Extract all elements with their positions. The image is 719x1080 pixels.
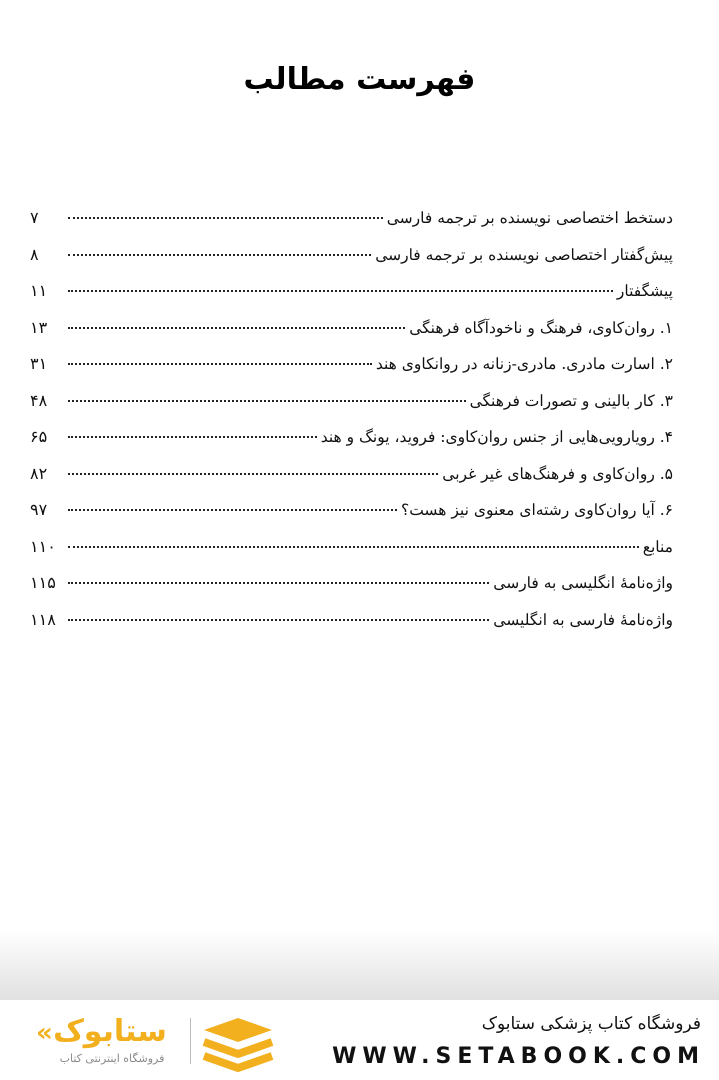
toc-entry-page: ۴۸ xyxy=(30,390,48,410)
toc-entry-title: ۳. کار بالینی و تصورات فرهنگی xyxy=(469,391,673,410)
toc-entry-page: ۹۷ xyxy=(30,500,48,519)
toc-entry-title: ۲. اسارت مادری. مادری-زنانه در روانکاوی هند xyxy=(375,355,673,373)
dot-leader xyxy=(68,436,317,438)
toc-entry-title: واژه‌نامهٔ انگلیسی به فارسی xyxy=(493,574,673,592)
toc-entry[interactable] xyxy=(30,237,673,274)
toc-entry-page: ۸ xyxy=(30,244,39,264)
toc-entry-title: پیش‌گفتار اختصاصی نویسنده بر ترجمه فارسی xyxy=(375,245,673,264)
page-title: فهرست مطالب xyxy=(243,62,476,98)
double-chevron-icon: « xyxy=(36,1018,53,1048)
toc-entry-title: پیشگفتار xyxy=(616,282,673,300)
toc-entry-page: ۱۳ xyxy=(30,317,48,337)
toc-entry[interactable] xyxy=(30,565,673,602)
toc-entry[interactable] xyxy=(30,419,673,456)
toc-entry[interactable] xyxy=(30,456,673,493)
toc-entry-title: ۴. رویارویی‌هایی از جنس روان‌کاوی: فروید، یونگ و هند xyxy=(320,428,673,446)
toc-entry[interactable] xyxy=(30,200,673,237)
logo-divider xyxy=(190,1018,191,1064)
toc-entry-page: ۳۱ xyxy=(30,354,48,373)
logo-wordmark: ستابوک xyxy=(53,1014,167,1049)
toc-entry-page: ۱۱۸ xyxy=(30,609,56,629)
toc-entry-page: ۶۵ xyxy=(30,427,48,446)
dot-leader xyxy=(68,473,438,475)
toc-entry-title: دستخط اختصاصی نویسنده بر ترجمه فارسی xyxy=(386,209,673,227)
page-bottom-shadow xyxy=(0,930,719,1000)
table-of-contents xyxy=(30,200,673,638)
store-name: فروشگاه کتاب پزشکی ستابوک xyxy=(481,1014,701,1034)
toc-entry[interactable] xyxy=(30,346,673,383)
toc-entry-page: ۱۱ xyxy=(30,281,48,300)
dot-leader xyxy=(68,254,371,256)
toc-entry-title: ۱. روان‌کاوی، فرهنگ و ناخودآگاه فرهنگی xyxy=(409,318,673,337)
toc-entry[interactable] xyxy=(30,273,673,310)
dot-leader xyxy=(68,582,489,584)
toc-entry-page: ۷ xyxy=(30,208,39,227)
toc-entry-title: منابع xyxy=(642,537,673,556)
toc-entry[interactable] xyxy=(30,310,673,347)
store-footer xyxy=(0,1000,719,1080)
toc-entry[interactable] xyxy=(30,529,673,566)
dot-leader xyxy=(68,546,639,548)
dot-leader xyxy=(68,327,405,329)
toc-entry[interactable] xyxy=(30,383,673,420)
dot-leader xyxy=(68,363,372,365)
dot-leader xyxy=(68,400,466,402)
toc-entry-title: ۵. روان‌کاوی و فرهنگ‌های غیر غربی xyxy=(442,464,673,483)
logo-subtitle: فروشگاه اینترنتی کتاب xyxy=(59,1052,165,1065)
dot-leader xyxy=(68,290,613,292)
toc-entry-page: ۱۱۰ xyxy=(30,536,56,556)
toc-entry-title: ۶. آیا روان‌کاوی رشته‌ای معنوی نیز هست؟ xyxy=(400,501,673,519)
stacked-books-icon xyxy=(200,1016,276,1072)
toc-entry[interactable] xyxy=(30,602,673,639)
dot-leader xyxy=(68,509,397,511)
toc-entry-page: ۸۲ xyxy=(30,463,48,483)
dot-leader xyxy=(68,217,383,219)
toc-entry[interactable] xyxy=(30,492,673,529)
toc-entry-title: واژه‌نامهٔ فارسی به انگلیسی xyxy=(493,610,673,629)
store-url[interactable]: WWW.SETABOOK.COM xyxy=(332,1044,705,1069)
toc-entry-page: ۱۱۵ xyxy=(30,573,56,592)
dot-leader xyxy=(68,619,489,621)
